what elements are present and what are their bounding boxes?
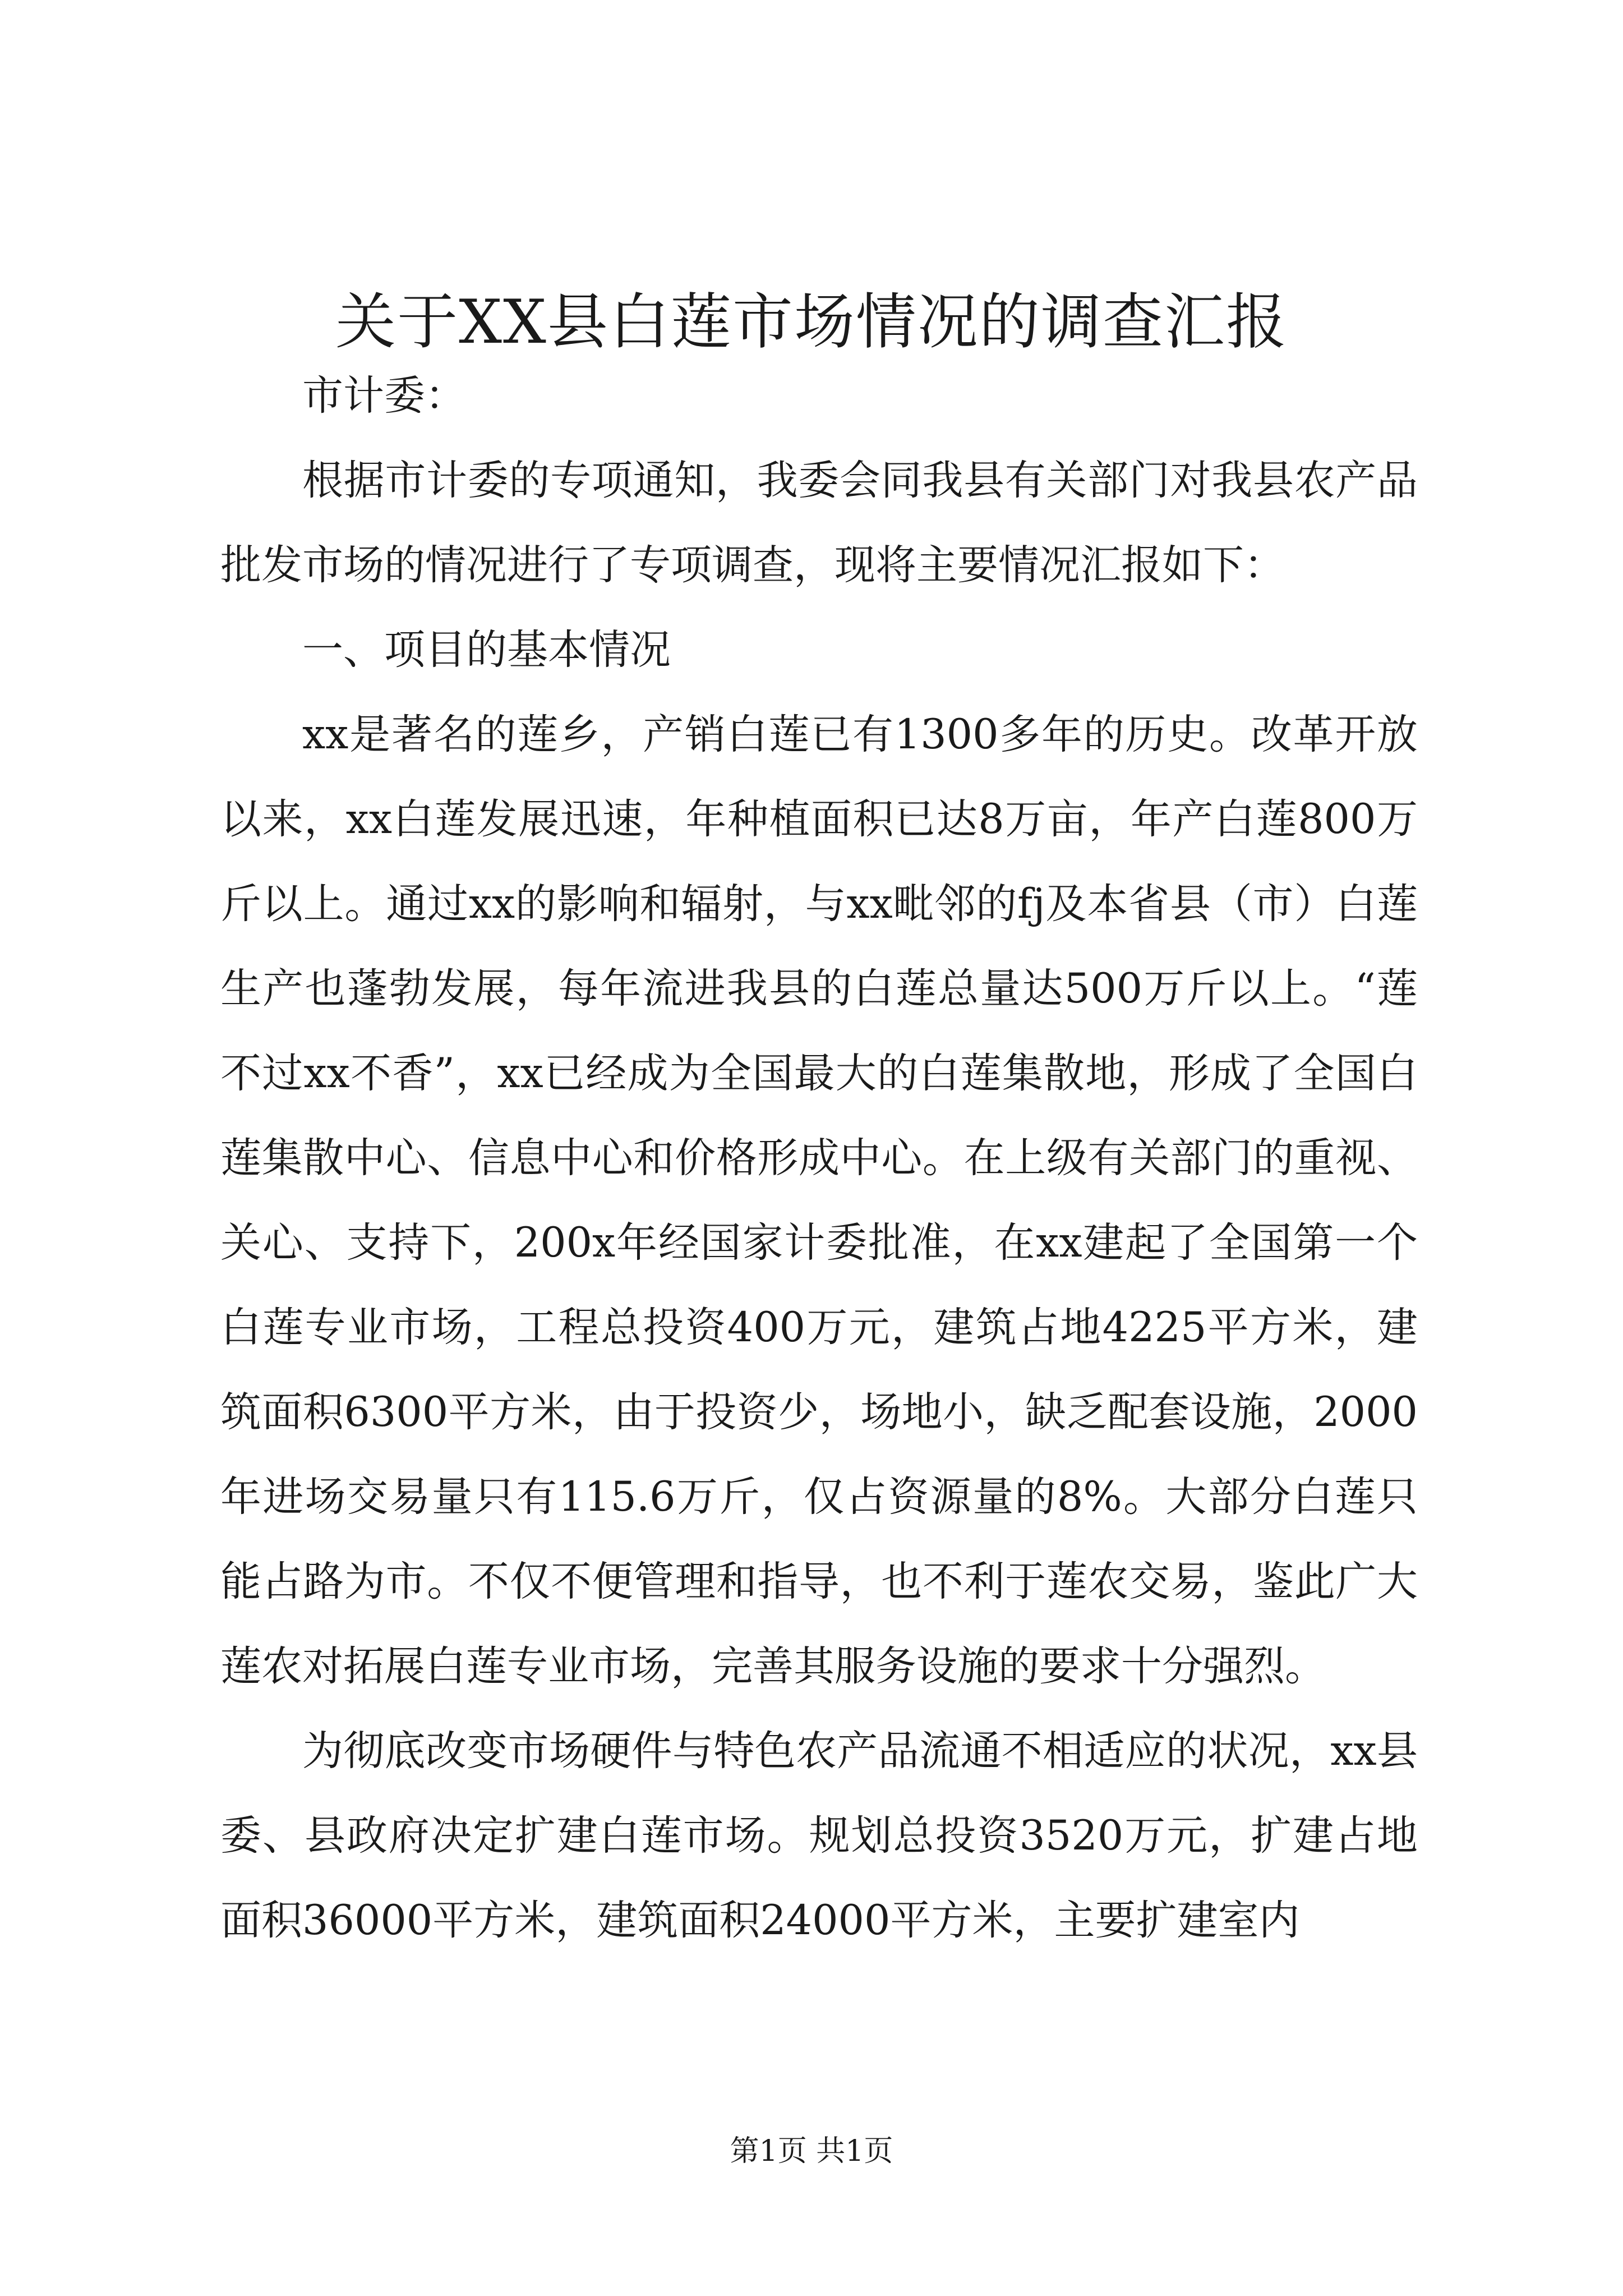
paragraph-intro: 根据市计委的专项通知，我委会同我县有关部门对我县农产品批发市场的情况进行了专项调查，现将主要情况汇报如下： <box>220 457 1418 589</box>
page-footer: 第1页 共1页 <box>730 2134 893 2168</box>
salutation: 市计委： <box>302 372 466 420</box>
document-title: 关于XX县白莲市场情况的调查汇报 <box>335 287 1288 357</box>
document-body <box>220 353 1418 1963</box>
paragraph-background: xx是著名的莲乡，产销白莲已有1300多年的历史。改革开放以来，xx白莲发展迅速，年种植面积已达8万亩，年产白莲800万斤以上。通过xx的影响和辐射，与xx毗邻的fj及本省县（市）白莲生产也蓬勃发展，每年流进我县的白莲总量达500万斤以上。“莲不过xx不香”，xx已经成为全国最大的白莲集散地，形成了全国白莲集散中心、信息中心和价格形成中心。在上级有关部门的重视、关心、支持下，200x年经国家计委批准，在xx建起了全国第一个白莲专业市场，工程总投资400万元，建筑占地4225平方米，建筑面积6300平方米，由于投资少，场地小，缺乏配套设施，2000年进场交易量只有115.6万斤，仅占资源量的8%。大部分白莲只能占路为市。不仅不便管理和指导，也不利于莲农交易，鉴此广大莲农对拓展白莲专业市场，完善其服务设施的要求十分强烈。 <box>220 711 1418 1690</box>
section-heading: 一、项目的基本情况 <box>302 626 671 674</box>
paragraph-expansion: 为彻底改变市场硬件与特色农产品流通不相适应的状况，xx县委、县政府决定扩建白莲市场。规划总投资3520万元，扩建占地面积36000平方米，建筑面积24000平方米，主要扩建室内 <box>220 1727 1418 1944</box>
